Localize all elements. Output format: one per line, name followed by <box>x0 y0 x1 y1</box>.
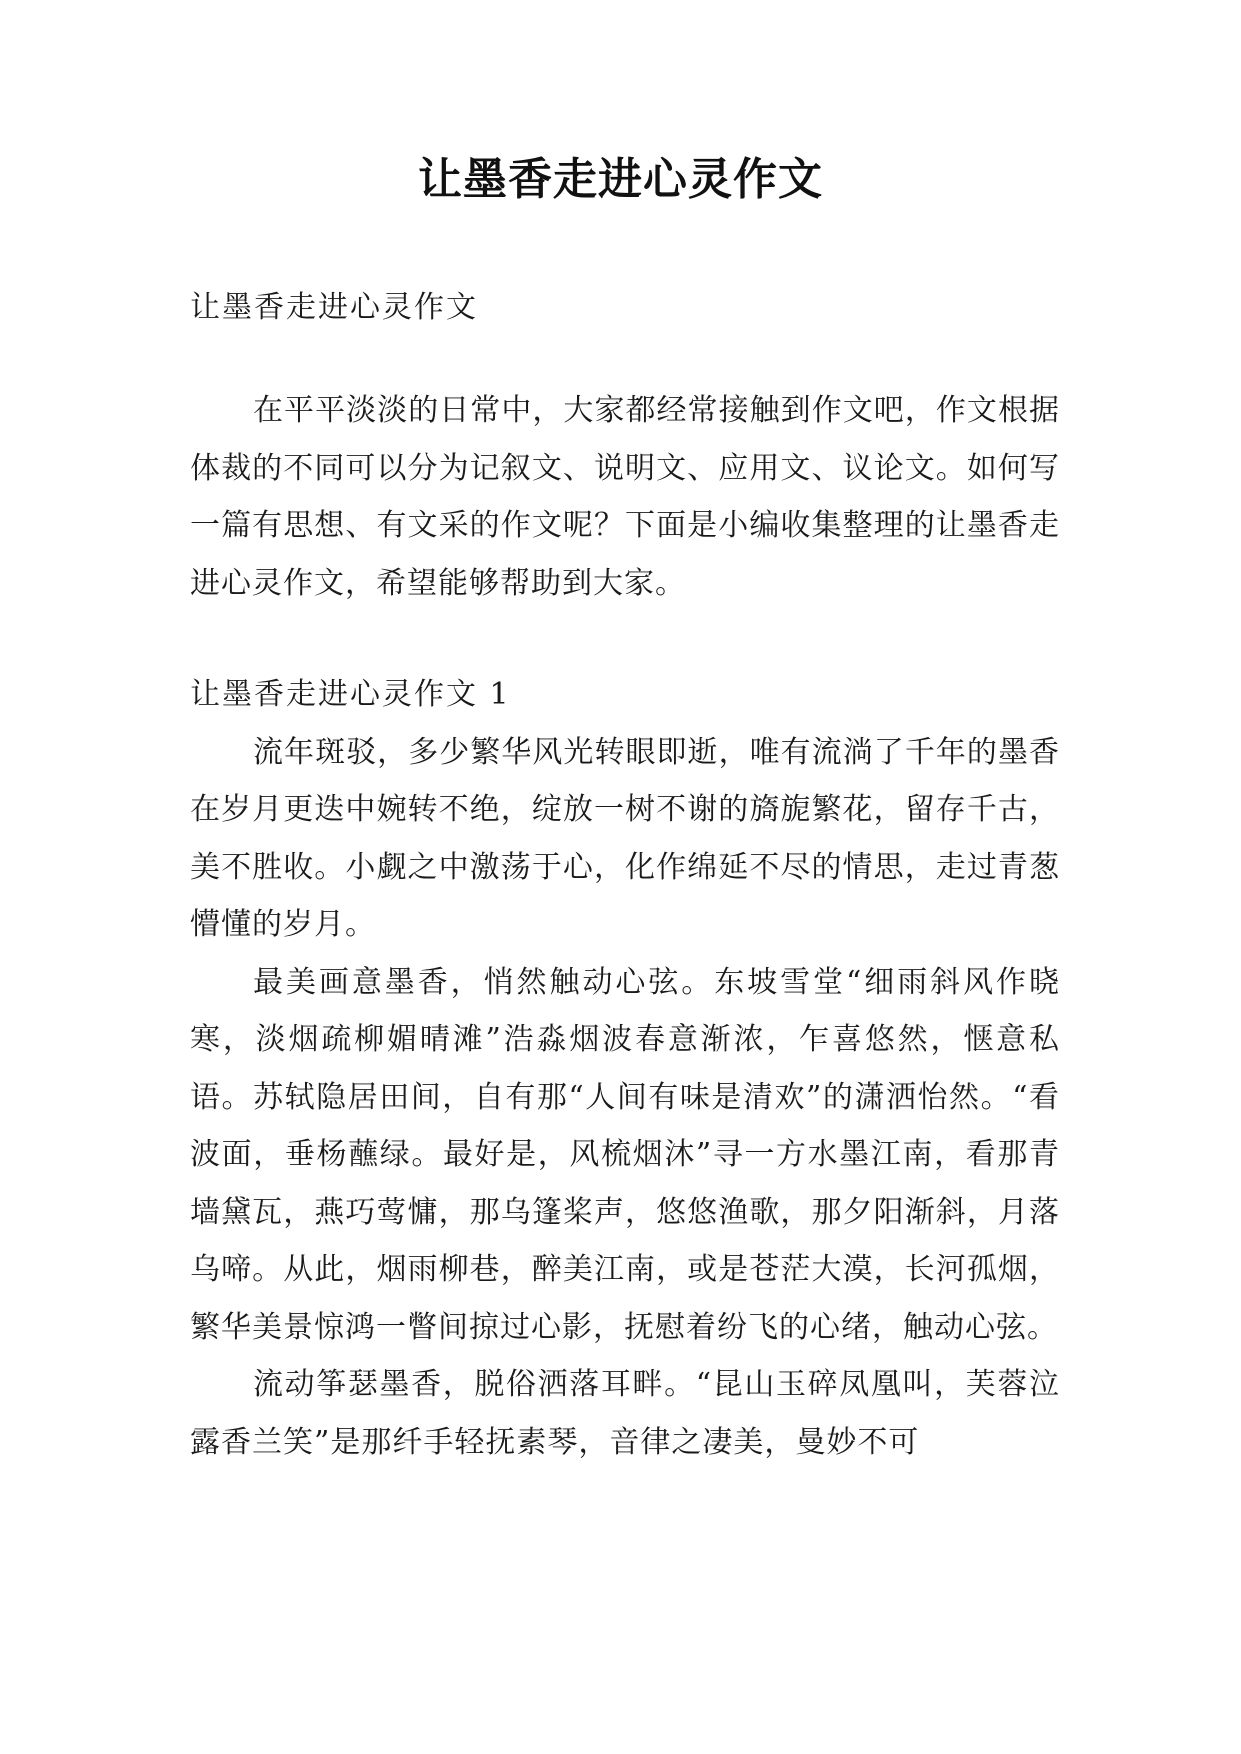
document-subtitle: 让墨香走进心灵作文 <box>190 290 478 325</box>
document-body <box>190 288 1060 1471</box>
intro-paragraph: 在平平淡淡的日常中，大家都经常接触到作文吧，作文根据体裁的不同可以分为记叙文、说明文、应用文、议论文。如何写一篇有思想、有文采的作文呢？下面是小编收集整理的让墨香走进心灵作文，希望能够帮助到大家。 <box>190 393 1060 601</box>
body-paragraph-1: 流年斑驳，多少繁华风光转眼即逝，唯有流淌了千年的墨香在岁月更迭中婉转不绝，绽放一树不谢的旖旎繁花，留存千古，美不胜收。小觑之中激荡于心，化作绵延不尽的情思，走过青葱懵懂的岁月。 <box>190 734 1060 942</box>
section-heading: 让墨香走进心灵作文 1 <box>190 677 511 712</box>
spacer <box>190 612 1060 666</box>
document-title: 让墨香走进心灵作文 <box>418 154 823 205</box>
body-paragraph-3: 流动筝瑟墨香，脱俗洒落耳畔。“昆山玉碎凤凰叫，芙蓉泣露香兰笑”是那纤手轻抚素琴，音律之凄美，曼妙不可 <box>190 1367 1060 1460</box>
body-paragraph-2: 最美画意墨香，悄然触动心弦。东坡雪堂“细雨斜风作晓寒，淡烟疏柳媚晴滩”浩淼烟波春意渐浓，乍喜悠然，惬意私语。苏轼隐居田间，自有那“人间有味是清欢”的潇洒怡然。“看波面，垂杨蘸绿。最好是，风梳烟沐”寻一方水墨江南，看那青墙黛瓦，燕巧莺慵，那乌篷桨声，悠悠渔歌，那夕阳渐斜，月落乌啼。从此，烟雨柳巷，醉美江南，或是苍茫大漠，长河孤烟，繁华美景惊鸿一瞥间掠过心影，抚慰着纷飞的心绪，触动心弦。 <box>190 964 1060 1345</box>
spacer <box>190 328 1060 382</box>
